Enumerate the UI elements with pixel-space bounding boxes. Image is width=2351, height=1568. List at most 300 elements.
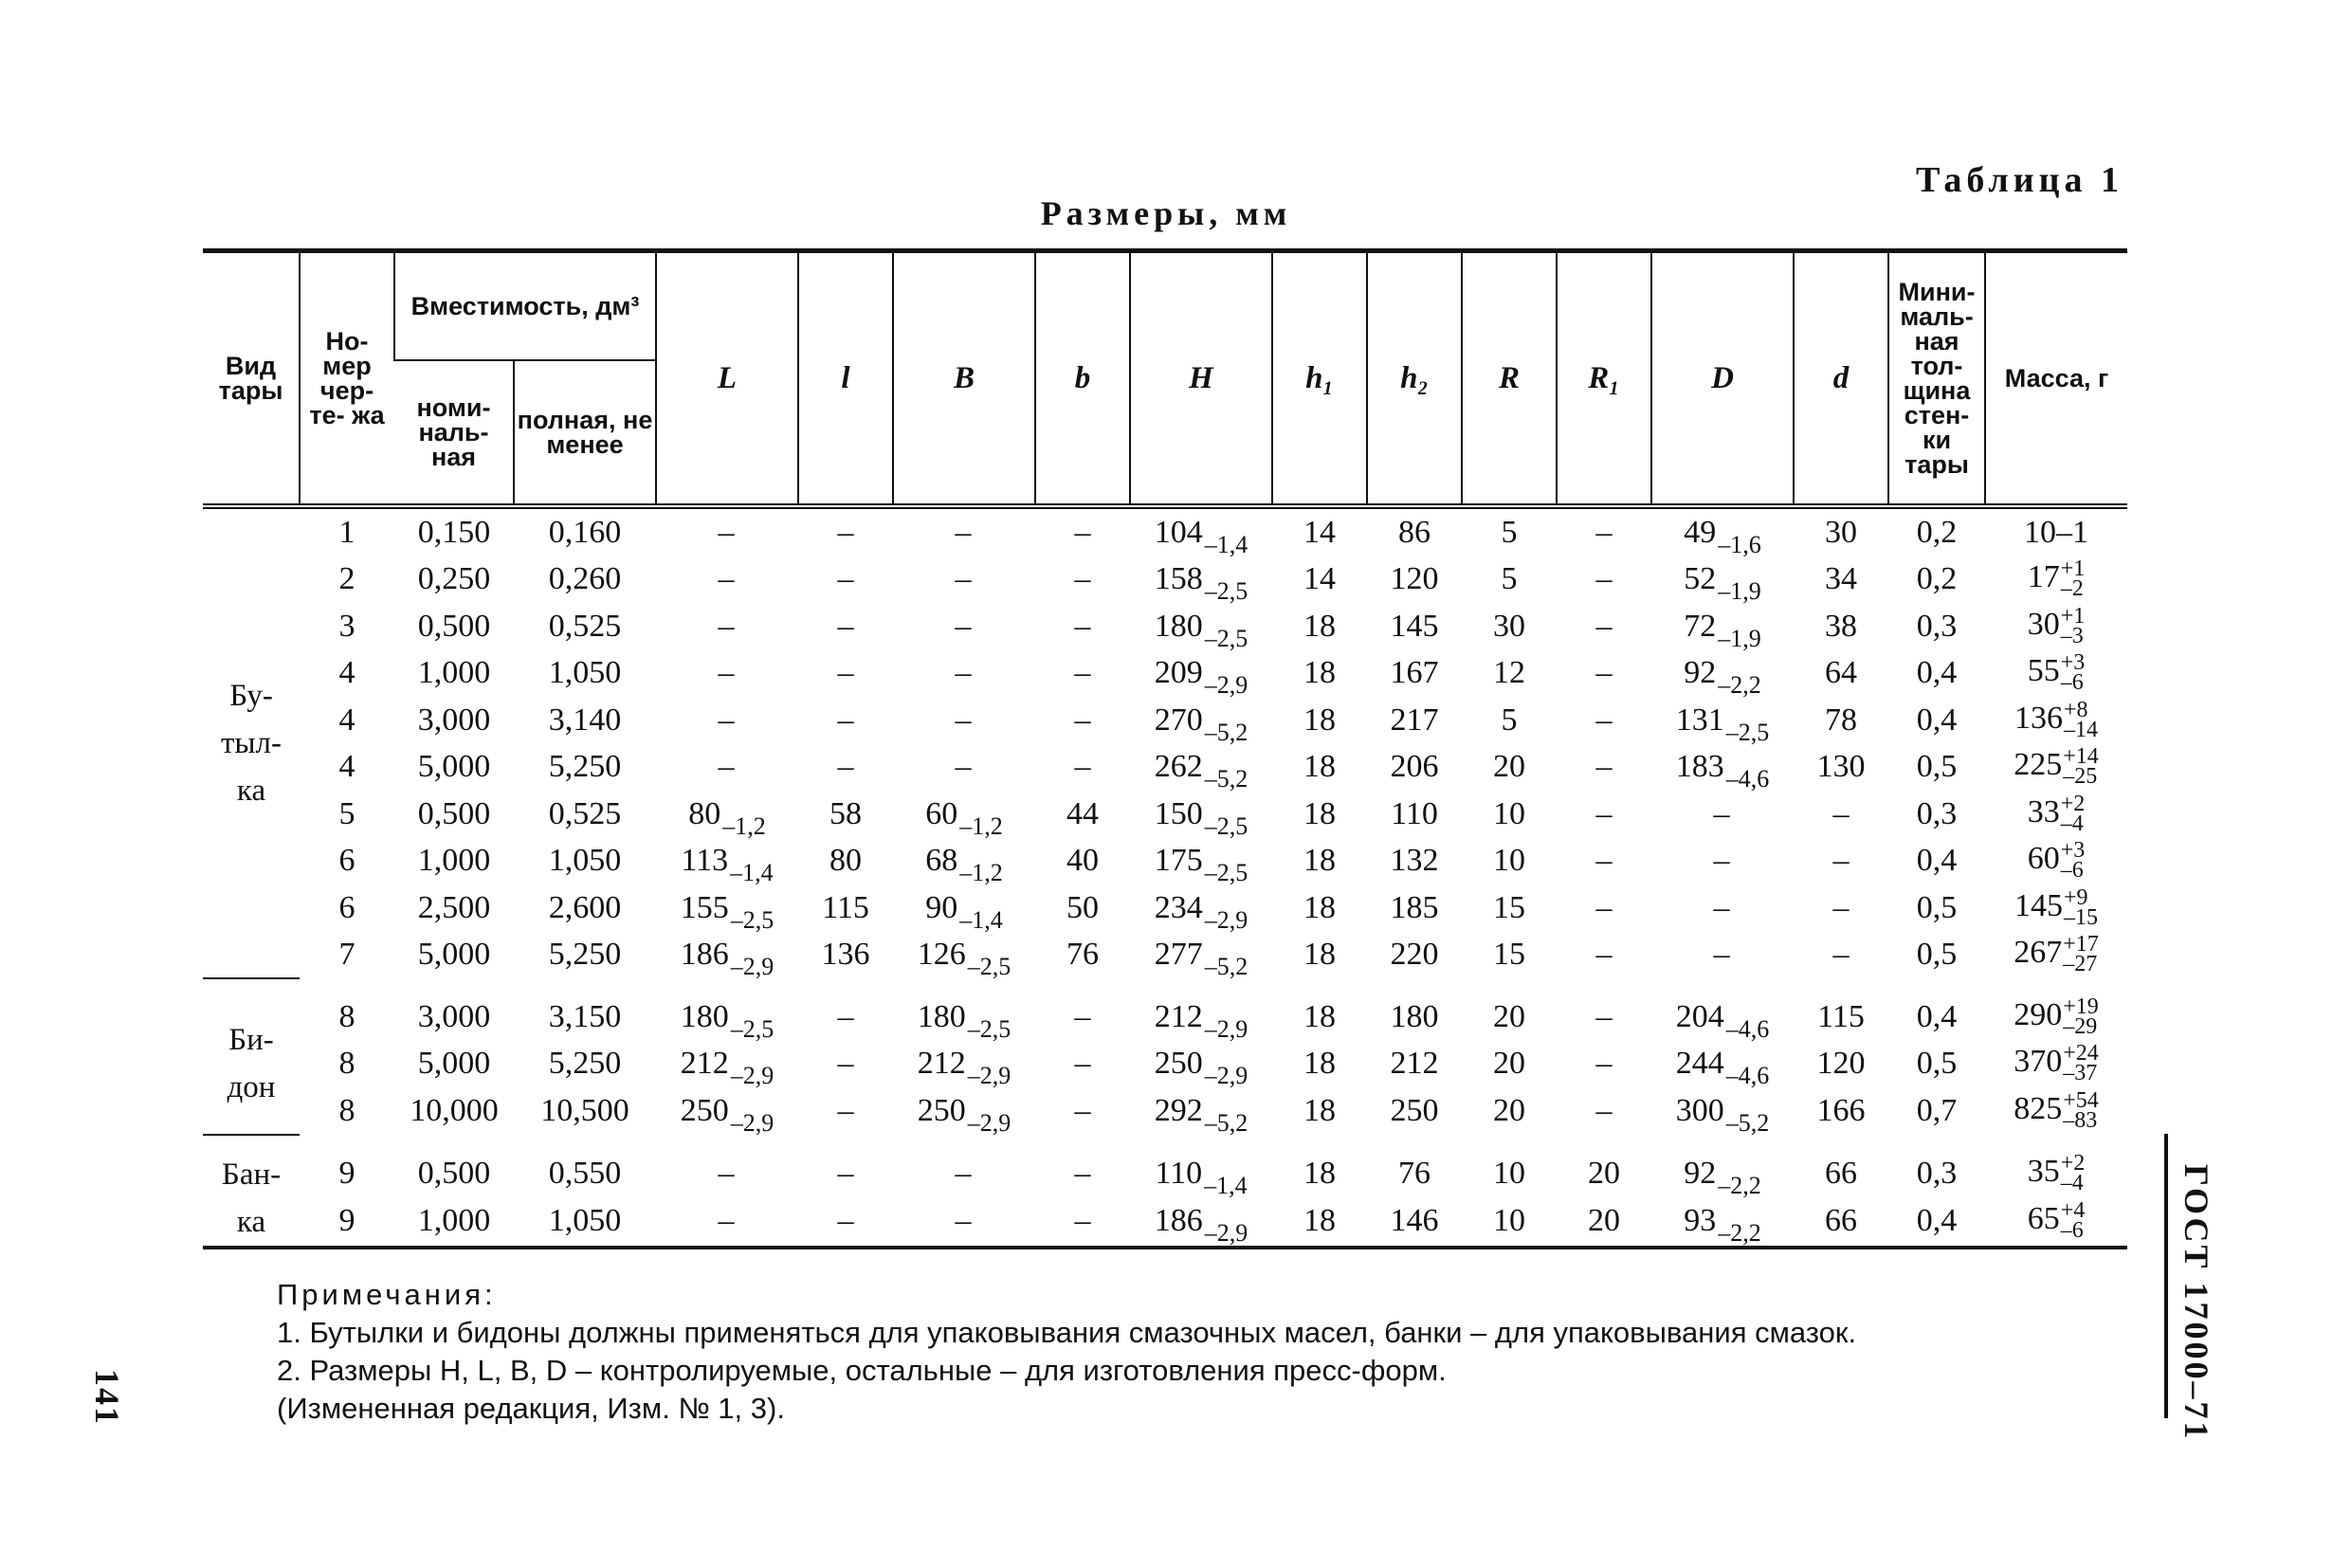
mass-tolerance [2064,884,2099,930]
D-cell-tolerance: –2,2 [1718,671,1761,700]
H-cell [1130,932,1272,979]
B-cell-tolerance: –2,9 [967,1108,1011,1137]
mass-cell [1985,1197,2127,1247]
R1-cell: – [1595,937,1613,973]
D-cell-value: 131 [1675,702,1724,738]
wall-thickness-cell: 0,3 [1916,1155,1958,1191]
h1-cell: 18 [1303,1092,1337,1128]
L-cell-value: – [718,514,735,550]
drawing-number-cell: 8 [338,998,355,1034]
H-cell-tolerance: –5,2 [1204,953,1248,981]
mass-tolerance-lower: –27 [2063,952,2098,977]
L-cell-tolerance: –2,5 [730,1014,775,1043]
capacity-full-cell: 5,250 [548,1046,622,1082]
H-cell-tolerance: –2,5 [1204,624,1248,652]
H-cell-tolerance: –2,9 [1204,1062,1248,1090]
mass-tolerance-upper: +1 [2060,556,2086,582]
B-cell-value: 126 [917,937,966,973]
mass-cell [1985,932,2127,979]
table-row [203,791,2127,838]
D-cell [1651,697,1794,744]
B-cell-value: 90 [925,889,958,925]
B-cell-value: 60 [925,795,958,831]
B-cell [893,1087,1035,1135]
mass-cell [1985,603,2127,650]
mass-value: 145 [2014,887,2064,923]
L-cell [656,556,798,604]
mass-tolerance [2063,1041,2099,1086]
capacity-nominal-cell: 1,000 [417,843,491,879]
h2-cell: 206 [1390,749,1439,785]
mass-cell [1985,744,2127,792]
mass-tolerance [2064,697,2099,742]
mass-tolerance [2060,1198,2086,1244]
D-cell-tolerance: –1,6 [1718,530,1761,558]
d-cell: 66 [1825,1203,1858,1239]
container-kind-label: ка [236,774,266,808]
capacity-nominal-cell: 3,000 [417,702,491,738]
H-cell [1130,1087,1272,1135]
L-cell-tolerance: –2,9 [730,1108,775,1137]
H-cell [1130,1041,1272,1088]
b-cell: – [1074,655,1091,691]
B-cell-value: – [955,749,972,785]
mass-tolerance [2063,744,2099,790]
b-cell: – [1074,1092,1091,1128]
mass-tolerance [2060,1150,2086,1195]
mass-cell [1985,791,2127,838]
H-cell [1130,791,1272,838]
H-cell-value: 150 [1154,795,1203,831]
B-cell-value: 250 [917,1092,966,1128]
B-cell [893,884,1035,932]
R-cell: 5 [1501,561,1518,597]
header-drawing-number: Но- мер чер- те- жа [300,251,394,507]
H-cell-tolerance: –5,2 [1204,1108,1248,1137]
h2-cell: 76 [1398,1155,1431,1191]
R-cell: 10 [1493,1155,1526,1191]
mass-value: 60 [2027,841,2060,877]
mass-tolerance-lower: –14 [2064,717,2099,742]
h1-cell: 14 [1303,561,1337,597]
H-cell [1130,697,1272,744]
mass-tolerance [2060,556,2086,602]
capacity-full-cell: 0,160 [548,514,622,550]
R1-cell: – [1595,702,1613,738]
H-cell-value: 212 [1154,998,1203,1034]
mass-tolerance-upper: +3 [2060,650,2086,676]
b-cell: 40 [1066,843,1100,879]
d-cell: 120 [1816,1046,1866,1082]
mass-tolerance [2060,838,2086,884]
container-kind-cell [203,978,300,1135]
wall-thickness-cell: 0,2 [1916,561,1958,597]
h2-cell: 167 [1390,655,1439,691]
L-cell [656,1087,798,1135]
B-cell [893,1197,1035,1247]
B-cell [893,697,1035,744]
L-cell [656,791,798,838]
B-cell-tolerance: –1,2 [959,811,1003,840]
mass-cell [1985,650,2127,698]
H-cell-value: 277 [1154,937,1203,973]
mass-tolerance-upper: +14 [2063,744,2099,770]
D-cell [1651,932,1794,979]
mass-value: 267 [2014,935,2063,971]
D-cell-tolerance: –5,2 [1725,1108,1770,1137]
mass-tolerance-upper: +2 [2060,1150,2086,1176]
D-cell-value: 93 [1684,1203,1717,1239]
capacity-nominal-cell: 2,500 [417,889,491,925]
B-cell-value: 212 [917,1046,966,1082]
drawing-number-cell: 9 [338,1203,355,1239]
D-cell-value: – [1713,937,1730,973]
mass-value: 136 [2014,700,2064,736]
D-cell-tolerance: –4,6 [1725,765,1770,793]
L-cell [656,838,798,885]
table-row [203,603,2127,650]
L-cell-tolerance: –2,9 [730,1062,775,1090]
notes-title: Примечания: [277,1278,497,1311]
L-cell [656,1197,798,1247]
B-cell-value: – [955,655,972,691]
table-row [203,1197,2127,1247]
D-cell-value: 72 [1684,608,1717,644]
wall-thickness-cell: 0,2 [1916,514,1958,550]
L-cell-value: 155 [680,889,729,925]
D-cell-tolerance: –2,5 [1725,718,1770,746]
H-cell-value: 250 [1154,1046,1203,1082]
L-cell [656,650,798,698]
mass-tolerance-lower: –83 [2063,1107,2098,1133]
standard-label: ГОСТ 17000–71 [2178,1164,2215,1442]
R-cell: 10 [1493,1203,1526,1239]
b-cell: – [1074,998,1091,1034]
capacity-full-cell: 3,140 [548,702,622,738]
D-cell-value: – [1713,795,1730,831]
B-cell [893,603,1035,650]
wall-thickness-cell: 0,5 [1916,1046,1958,1082]
drawing-number-cell: 6 [338,843,355,879]
table-row [203,1041,2127,1088]
drawing-number-cell: 8 [338,1046,355,1082]
B-cell [893,932,1035,979]
d-cell: 64 [1825,655,1858,691]
B-cell-value: – [955,514,972,550]
d-cell: 34 [1825,561,1858,597]
h2-cell: 86 [1398,514,1431,550]
capacity-nominal-cell: 5,000 [417,1046,491,1082]
l-cell: – [837,998,854,1034]
R1-cell: – [1595,998,1613,1034]
capacity-full-cell: 3,150 [548,998,622,1034]
capacity-full-cell: 0,550 [548,1155,622,1191]
R1-cell: – [1595,889,1613,925]
H-cell-tolerance: –5,2 [1204,718,1248,746]
b-cell: – [1074,561,1091,597]
R-cell: 20 [1493,1092,1526,1128]
h1-cell: 18 [1303,937,1337,973]
b-cell: – [1074,1046,1091,1082]
mass-value: 290 [2014,996,2063,1032]
mass-value: 10–1 [2024,514,2089,550]
H-cell-tolerance: –1,4 [1204,1171,1248,1199]
h1-cell: 18 [1303,1155,1337,1191]
d-cell: 38 [1825,608,1858,644]
capacity-full-cell: 0,260 [548,561,622,597]
B-cell-value: 68 [925,843,958,879]
B-cell-tolerance: –1,4 [959,905,1003,934]
L-cell-value: 113 [681,843,729,879]
mass-tolerance-lower: –6 [2060,858,2084,884]
h1-cell: 18 [1303,1203,1337,1239]
mass-tolerance-lower: –15 [2064,904,2099,930]
B-cell [893,744,1035,792]
mass-tolerance-upper: +8 [2064,697,2088,722]
h2-cell: 132 [1390,843,1439,879]
capacity-full-cell: 1,050 [548,655,622,691]
d-cell: – [1832,889,1850,925]
mass-tolerance-upper: +2 [2060,791,2086,816]
R-cell: 10 [1493,795,1526,831]
h1-cell: 18 [1303,749,1337,785]
R-cell: 5 [1501,702,1518,738]
drawing-number-cell: 3 [338,608,355,644]
R-cell: 20 [1493,1046,1526,1082]
D-cell-value: – [1713,843,1730,879]
mass-value: 65 [2027,1201,2060,1237]
drawing-number-cell: 9 [338,1155,355,1191]
wall-thickness-cell: 0,3 [1916,795,1958,831]
h1-cell: 18 [1303,998,1337,1034]
B-cell [893,650,1035,698]
wall-thickness-cell: 0,7 [1916,1092,1958,1128]
header-mass: Масса, г [1985,251,2127,507]
R1-cell: – [1595,514,1613,550]
drawing-number-cell: 7 [338,937,355,973]
L-cell [656,932,798,979]
R1-cell: 20 [1588,1203,1621,1239]
R1-cell: 20 [1588,1155,1621,1191]
mass-tolerance [2063,1087,2099,1133]
header-h2: h₂ [1367,251,1462,507]
h2-cell: 110 [1391,795,1438,831]
wall-thickness-cell: 0,4 [1916,1203,1958,1239]
h1-cell: 18 [1303,702,1337,738]
D-cell-tolerance: –1,9 [1718,577,1761,606]
h1-cell: 18 [1303,655,1337,691]
mass-tolerance [2063,932,2099,977]
R1-cell: – [1595,561,1613,597]
L-cell-tolerance: –2,5 [730,905,775,934]
container-kind-label: Би- [228,1023,274,1058]
H-cell [1130,884,1272,932]
d-cell: – [1832,937,1850,973]
table-body [203,506,2127,1248]
H-cell [1130,1197,1272,1247]
drawing-number-cell: 2 [338,561,355,597]
R-cell: 15 [1493,889,1526,925]
table-row [203,1087,2127,1135]
D-cell-value: 300 [1675,1092,1724,1128]
R-cell: 15 [1493,937,1526,973]
H-cell [1130,556,1272,604]
drawing-number-cell: 6 [338,889,355,925]
L-cell-value: – [718,1155,735,1191]
R-cell: 20 [1493,998,1526,1034]
l-cell: – [837,514,854,550]
b-cell: 44 [1066,795,1100,831]
drawing-number-cell: 4 [338,702,355,738]
h2-cell: 250 [1390,1092,1439,1128]
mass-cell [1985,838,2127,885]
D-cell-tolerance: –2,2 [1718,1171,1761,1199]
mass-tolerance-lower: –6 [2060,1218,2084,1244]
header-R: R [1462,251,1557,507]
H-cell [1130,650,1272,698]
header-l: l [798,251,893,507]
H-cell-value: 104 [1154,514,1203,550]
capacity-nominal-cell: 5,000 [417,749,491,785]
header-D: D [1651,251,1794,507]
capacity-nominal-cell: 0,500 [417,795,491,831]
mass-tolerance-upper: +4 [2060,1198,2086,1224]
h2-cell: 220 [1390,937,1439,973]
mass-tolerance [2063,994,2099,1039]
R1-cell: – [1595,655,1613,691]
mass-tolerance-upper: +24 [2063,1041,2099,1067]
R1-cell: – [1595,843,1613,879]
D-cell [1651,791,1794,838]
D-cell-value: 92 [1684,655,1717,691]
capacity-nominal-cell: 0,150 [417,514,491,550]
mass-value: 17 [2027,559,2060,595]
H-cell [1130,744,1272,792]
capacity-full-cell: 5,250 [548,937,622,973]
mass-tolerance [2060,603,2086,648]
mass-tolerance-lower: –29 [2063,1013,2098,1039]
header-d: d [1794,251,1888,507]
H-cell-tolerance: –2,5 [1204,811,1248,840]
table-row [203,884,2127,932]
R1-cell: – [1595,1046,1613,1082]
capacity-full-cell: 0,525 [548,608,622,644]
mass-tolerance-lower: –4 [2060,1170,2084,1195]
page-number: 141 [88,1369,126,1426]
H-cell [1130,603,1272,650]
capacity-nominal-cell: 3,000 [417,998,491,1034]
note-1: 1. Бутылки и бидоны должны применяться для упаковывания смазочных масел, банки – для упаковывания смазок. [277,1316,1857,1349]
h1-cell: 18 [1303,889,1337,925]
table-row [203,650,2127,698]
B-cell-value: – [955,608,972,644]
d-cell: 30 [1825,514,1858,550]
mass-tolerance [2060,791,2086,836]
capacity-nominal-cell: 5,000 [417,937,491,973]
B-cell-value: – [955,561,972,597]
wall-thickness-cell: 0,5 [1916,749,1958,785]
D-cell-value: 244 [1675,1046,1724,1082]
B-cell-value: 180 [917,998,966,1034]
D-cell-value: 183 [1675,749,1724,785]
table-row [203,697,2127,744]
H-cell-value: 186 [1154,1203,1203,1239]
mass-value: 55 [2027,653,2060,689]
b-cell: 76 [1066,937,1100,973]
H-cell-value: 209 [1154,655,1203,691]
B-cell [893,1135,1035,1198]
D-cell [1651,556,1794,604]
h1-cell: 18 [1303,795,1337,831]
L-cell-value: 186 [680,937,729,973]
capacity-nominal-cell: 0,500 [417,608,491,644]
H-cell-tolerance: –2,5 [1204,859,1248,887]
wall-thickness-cell: 0,4 [1916,843,1958,879]
d-cell: – [1832,843,1850,879]
header-capacity-full: полная, не менее [514,360,656,506]
D-cell-value: 204 [1675,998,1724,1034]
H-cell-tolerance: –2,9 [1204,905,1248,934]
container-kind-cell [203,1135,300,1248]
L-cell-value: – [718,702,735,738]
D-cell-value: 52 [1684,561,1717,597]
capacity-full-cell: 1,050 [548,843,622,879]
table-row [203,556,2127,604]
mass-value: 33 [2027,793,2060,830]
L-cell [656,1041,798,1088]
d-cell: 66 [1825,1155,1858,1191]
b-cell: – [1074,1203,1091,1239]
mass-value: 825 [2014,1090,2063,1126]
capacity-full-cell: 10,500 [540,1092,629,1128]
h2-cell: 212 [1390,1046,1439,1082]
H-cell-tolerance: –1,4 [1204,530,1248,558]
l-cell: 80 [829,843,863,879]
wall-thickness-cell: 0,4 [1916,702,1958,738]
mass-value: 35 [2027,1153,2060,1189]
header-h1: h₁ [1272,251,1367,507]
D-cell-tolerance: –1,9 [1718,624,1761,652]
H-cell-tolerance: –2,9 [1204,671,1248,700]
D-cell [1651,650,1794,698]
header-wall-thickness: Мини- маль- ная тол- щина стен- ки тары [1888,251,1985,507]
L-cell-value: – [718,608,735,644]
mass-cell [1985,1041,2127,1088]
B-cell [893,506,1035,556]
wall-thickness-cell: 0,5 [1916,889,1958,925]
header-L: L [656,251,798,507]
table-header [203,251,2127,507]
l-cell: – [837,749,854,785]
L-cell-tolerance: –1,2 [722,811,766,840]
B-cell [893,791,1035,838]
header-H: H [1130,251,1272,507]
h1-cell: 18 [1303,1046,1337,1082]
h1-cell: 14 [1303,514,1337,550]
l-cell: – [837,1046,854,1082]
b-cell: – [1074,514,1091,550]
header-capacity: Вместимость, дм³ [394,251,656,361]
L-cell-value: 250 [680,1092,729,1128]
R-cell: 30 [1493,608,1526,644]
b-cell: – [1074,749,1091,785]
R-cell: 10 [1493,843,1526,879]
table-row [203,838,2127,885]
D-cell [1651,1041,1794,1088]
d-cell: 115 [1817,998,1865,1034]
h2-cell: 180 [1390,998,1439,1034]
d-cell: 166 [1816,1092,1866,1128]
